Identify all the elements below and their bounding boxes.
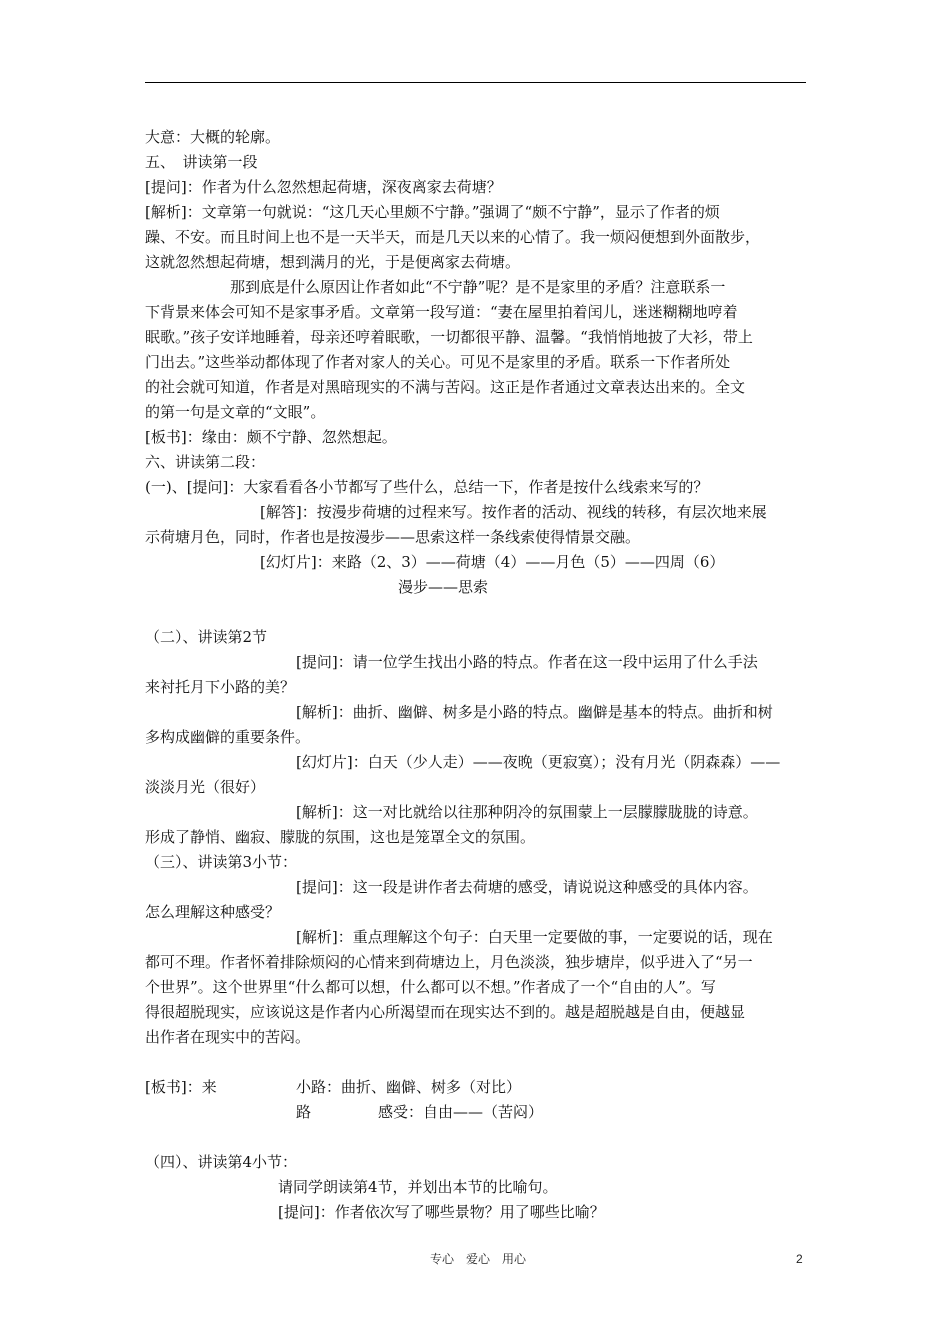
text-line: 眠歌。”孩子安详地睡着，母亲还哼着眠歌，一切都很平静、温馨。“我悄悄地披了大衫，带上	[145, 328, 753, 346]
board-notes-label: [板书]：来	[145, 1078, 217, 1096]
text-line: 形成了静悄、幽寂、朦胧的氛围，这也是笼罩全文的氛围。	[145, 828, 536, 846]
text-line: 得很超脱现实，应该说这是作者内心所渴望而在现实达不到的。越是超脱越是自由，便越显	[145, 1003, 746, 1021]
text-line: 漫步——思索	[398, 578, 489, 596]
text-line: 出作者在现实中的苦闷。	[145, 1028, 311, 1046]
text-line: 那到底是什么原因让作者如此“不宁静”呢？是不是家里的矛盾？注意联系一	[230, 278, 726, 296]
text-line: 示荷塘月色，同时，作者也是按漫步——思索这样一条线索使得情景交融。	[145, 528, 641, 546]
text-line: 淡淡月光（很好）	[145, 778, 266, 796]
text-line: 个世界”。这个世界里“什么都可以想，什么都可以不想。”作者成了一个“自由的人”。写	[145, 978, 716, 996]
text-line: 的社会就可知道，作者是对黑暗现实的不满与苦闷。这正是作者通过文章表达出来的。全文	[145, 378, 746, 396]
board-notes-item: 感受：自由——（苦闷）	[378, 1103, 544, 1121]
text-line: 都可不理。作者怀着排除烦闷的心情来到荷塘边上，月色淡淡，独步塘岸，似乎进入了“另一	[145, 953, 753, 971]
text-line: 这就忽然想起荷塘，想到满月的光，于是便离家去荷塘。	[145, 253, 521, 271]
text-line: 多构成幽僻的重要条件。	[145, 728, 311, 746]
section-heading: （二）、讲读第2节	[145, 628, 268, 646]
text-line: [解析]：曲折、幽僻、树多是小路的特点。幽僻是基本的特点。曲折和树	[296, 703, 773, 721]
text-line: [幻灯片]：白天（少人走）——夜晚（更寂寞）；没有月光（阴森森）——	[296, 753, 781, 771]
text-line: [提问]：作者依次写了哪些景物？用了哪些比喻？	[278, 1203, 605, 1221]
text-line: [板书]：缘由：颇不宁静、忽然想起。	[145, 428, 397, 446]
text-line: [提问]：作者为什么忽然想起荷塘，深夜离家去荷塘？	[145, 178, 502, 196]
text-line: [提问]：这一段是讲作者去荷塘的感受，请说说这种感受的具体内容。	[296, 878, 758, 896]
section-heading: （三）、讲读第3小节：	[145, 853, 298, 871]
text-line: 躁、不安。而且时间上也不是一天半天，而是几天以来的心情了。我一烦闷便想到外面散步，	[145, 228, 761, 246]
section-heading: 五、 讲读第一段	[145, 153, 258, 171]
text-line: [解析]：重点理解这个句子：白天里一定要做的事，一定要说的话，现在	[296, 928, 773, 946]
text-line: [解析]：文章第一句就说：“这几天心里颇不宁静。”强调了“颇不宁静”，显示了作者的烦	[145, 203, 720, 221]
page-number: 2	[796, 1252, 803, 1266]
text-line: [提问]：请一位学生找出小路的特点。作者在这一段中运用了什么手法	[296, 653, 758, 671]
text-line: [解答]：按漫步荷塘的过程来写。按作者的活动、视线的转移，有层次地来展	[260, 503, 767, 521]
board-notes-label: 路	[296, 1103, 312, 1121]
section-heading: 六、讲读第二段：	[145, 453, 266, 471]
text-line: (一)、[提问]：大家看看各小节都写了些什么，总结一下，作者是按什么线索来写的？	[145, 478, 709, 496]
text-line: 的第一句是文章的“文眼”。	[145, 403, 326, 421]
text-line: [解析]：这一对比就给以往那种阴冷的氛围蒙上一层朦朦胧胧的诗意。	[296, 803, 758, 821]
text-line: 来衬托月下小路的美？	[145, 678, 296, 696]
board-notes-item: 小路：曲折、幽僻、树多（对比）	[296, 1078, 522, 1096]
text-line: 大意：大概的轮廓。	[145, 128, 281, 146]
section-heading: （四）、讲读第4小节：	[145, 1153, 298, 1171]
text-line: 请同学朗读第4节，并划出本节的比喻句。	[278, 1178, 558, 1196]
text-line: 怎么理解这种感受？	[145, 903, 281, 921]
text-line: 下背景来体会可知不是家事矛盾。文章第一段写道：“妻在屋里拍着闰儿，迷迷糊糊地哼着	[145, 303, 738, 321]
text-line: 门出去。”这些举动都体现了作者对家人的关心。可见不是家里的矛盾。联系一下作者所处	[145, 353, 731, 371]
header-rule	[145, 82, 806, 83]
page-footer: 专心 爱心 用心	[430, 1252, 527, 1266]
text-line: [幻灯片]：来路（2、3）——荷塘（4）——月色（5）——四周（6）	[260, 553, 725, 571]
